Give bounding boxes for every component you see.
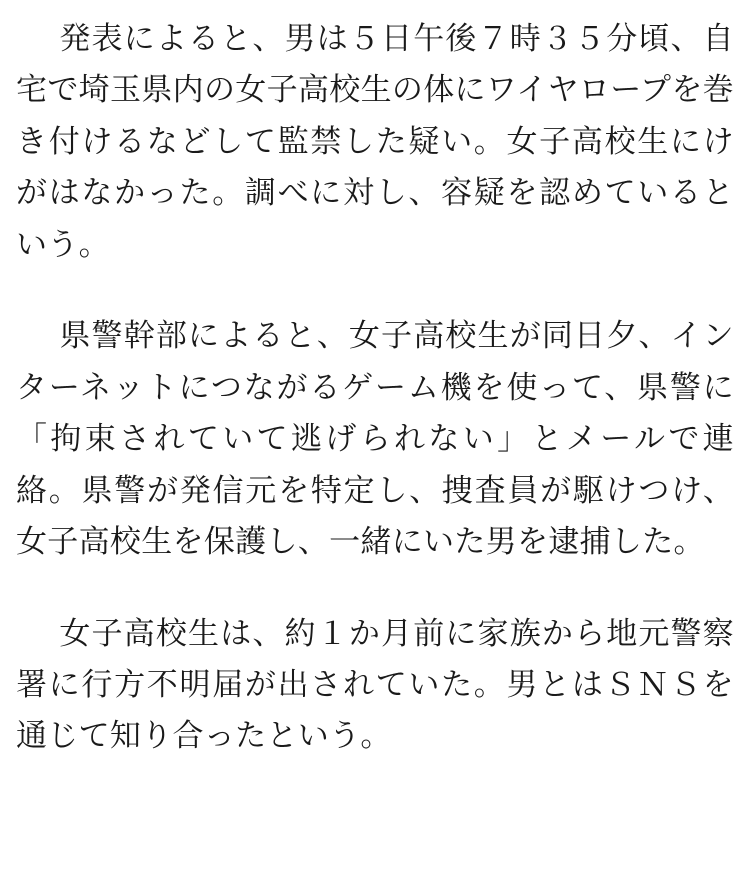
paragraph-2: 県警幹部によると、女子高校生が同日夕、インターネットにつながるゲーム機を使って、県警に「拘束されていて逃げられない」とメールで連絡。県警が発信元を特定し、捜査員が駆けつけ、女子高校生を保護し、一緒にいた男を逮捕した。 [16, 318, 734, 561]
paragraph-3: 女子高校生は、約１か月前に家族から地元警察署に行方不明届が出されていた。男とはＳＮＳを通じて知り合ったという。 [16, 615, 734, 755]
paragraph-1: 発表によると、男は５日午後７時３５分頃、自宅で埼玉県内の女子高校生の体にワイヤロープを巻き付けるなどして監禁した疑い。女子高校生にけがはなかった。調べに対し、容疑を認めているという。 [16, 21, 734, 263]
